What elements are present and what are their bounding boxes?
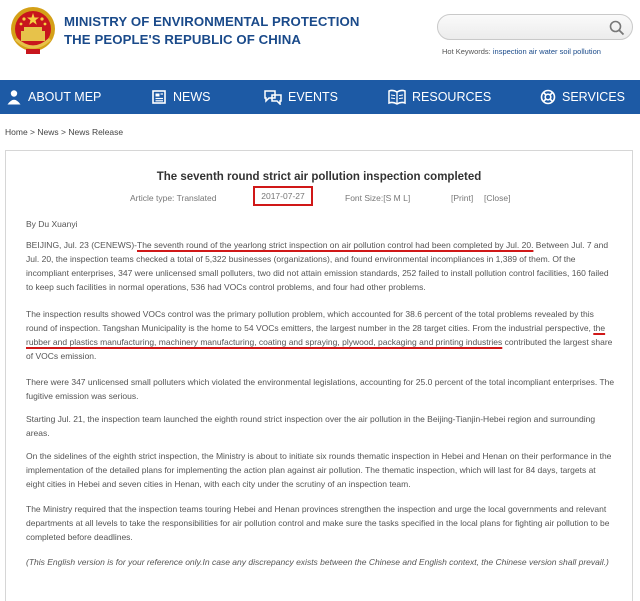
hot-keywords-label: Hot Keywords: <box>442 47 491 56</box>
article-date: 2017-07-27 <box>253 186 313 206</box>
article-byline: By Du Xuanyi <box>26 219 78 229</box>
nav-item-services[interactable] <box>540 80 625 114</box>
hot-keyword-link[interactable]: soil <box>559 47 571 56</box>
site-title-line-2: THE PEOPLE'S REPUBLIC OF CHINA <box>64 32 301 47</box>
article-paragraph <box>26 238 616 294</box>
site-header <box>0 0 640 78</box>
article-panel <box>5 150 633 601</box>
article-paragraph: The Ministry required that the inspection teams touring Hebei and Henan provinces strengthen the inspection and urge the local governments and relevant departments at all levels to take the responsibilities for air pollution control and make sure the tasks specified in the local plans for fighting air pollution to be completed before deadlines. <box>26 504 610 543</box>
nav-item-label: ABOUT MEP <box>28 90 102 104</box>
breadcrumb <box>5 127 123 137</box>
nav-item-label: EVENTS <box>288 90 339 104</box>
chat-bubbles-icon <box>264 89 282 105</box>
article-paragraph: Starting Jul. 21, the inspection team launched the eighth round strict inspection over the air pollution in the Beijing-Tianjin-Hebei region and surrounding areas. <box>26 414 596 439</box>
breadcrumb-news-release[interactable]: News Release <box>68 127 124 137</box>
nav-item-label: RESOURCES <box>412 90 492 104</box>
search-input[interactable] <box>448 19 598 35</box>
book-icon <box>388 89 406 105</box>
paragraph-text: The inspection results showed VOCs control was the primary pollution problem, which accounted for 38.6 percent of the total problems revealed by this round of inspection. Tangshan Municipality is the home to 54 VOCs emitters, the largest number in the 28 target cities. From the industrial perspective, <box>26 309 594 334</box>
breadcrumb-separator: > <box>27 127 38 137</box>
nav-item-news[interactable] <box>151 80 211 114</box>
nav-item-label: SERVICES <box>562 90 625 104</box>
nav-item-resources[interactable] <box>388 80 491 114</box>
main-nav <box>0 80 640 114</box>
hot-keyword-link[interactable]: inspection <box>492 47 527 56</box>
disclaimer-note: (This English version is for your reference only.In case any discrepancy exists between the Chinese and English context, the Chinese version shall prevail.) <box>26 557 609 567</box>
paragraph-text: contributed the largest share of VOCs emission. <box>26 337 613 362</box>
nav-item-label: NEWS <box>173 90 211 104</box>
article-paragraph <box>26 307 616 363</box>
breadcrumb-home[interactable]: Home <box>5 127 28 137</box>
newspaper-icon <box>151 89 167 105</box>
close-link[interactable]: [Close] <box>484 193 511 203</box>
person-icon <box>6 89 22 105</box>
highlighted-sentence: the rubber and plastics manufacturing, machinery manufacturing, coating and spraying, plywood, packaging and printing industries <box>26 323 606 348</box>
national-emblem-logo[interactable] <box>8 5 58 57</box>
hot-keyword-link[interactable]: pollution <box>572 47 601 56</box>
article-type: Article type: Translated <box>130 193 217 203</box>
article-paragraph: There were 347 unlicensed small polluters which violated the environmental legislations, accounting for 25.0 percent of the total incompliant enterprises. The fugitive emission was serious. <box>26 377 615 402</box>
highlighted-sentence: The seventh round of the yearlong strict inspection on air pollution control had been completed by Jul. 20. <box>137 240 534 250</box>
print-link[interactable]: [Print] <box>451 193 474 203</box>
article-paragraph: On the sidelines of the eighth strict inspection, the Ministry is about to initiate six rounds thematic inspection in Hebei and Henan on their performance in the implementation of the detailed plans for implementing the action plan against air pollution. The thematic inspection, which will last for 84 days, targets at eight cities in Hebei and seven cities in Henan, with each city under the scrutiny of an inspection team. <box>26 451 612 490</box>
nav-item-events[interactable] <box>264 80 338 114</box>
hot-keyword-link[interactable]: water <box>539 47 558 56</box>
site-title-line-1: MINISTRY OF ENVIRONMENTAL PROTECTION <box>64 14 360 29</box>
font-size-selector[interactable]: Font Size:[S M L] <box>345 193 411 203</box>
breadcrumb-news[interactable]: News <box>37 127 59 137</box>
search-icon[interactable] <box>608 19 626 37</box>
site-title[interactable] <box>64 13 359 49</box>
breadcrumb-separator: > <box>58 127 69 137</box>
paragraph-text: Between Jul. 7 and Jul. 20, the inspection teams checked a total of 5,322 businesses (organizations), and found environmental incompliances in 1,389 of them. Of the incompliant enterprises, 347 were unlicensed small polluters, two did not attain emission standards, 252 failed to install pollution control facilities, 160 failed to keep such facilities in normal operations, 536 had VOCs control problems, and four had other problems. <box>26 240 609 293</box>
article-title: The seventh round strict air pollution inspection completed <box>156 171 482 183</box>
lifebuoy-icon <box>540 89 556 105</box>
hot-keywords <box>442 47 601 56</box>
paragraph-dateline: BEIJING, Jul. 23 (CENEWS)- <box>26 240 137 250</box>
nav-item-about-mep[interactable] <box>6 80 101 114</box>
hot-keyword-link[interactable]: air <box>528 47 538 56</box>
search-box <box>437 14 633 40</box>
